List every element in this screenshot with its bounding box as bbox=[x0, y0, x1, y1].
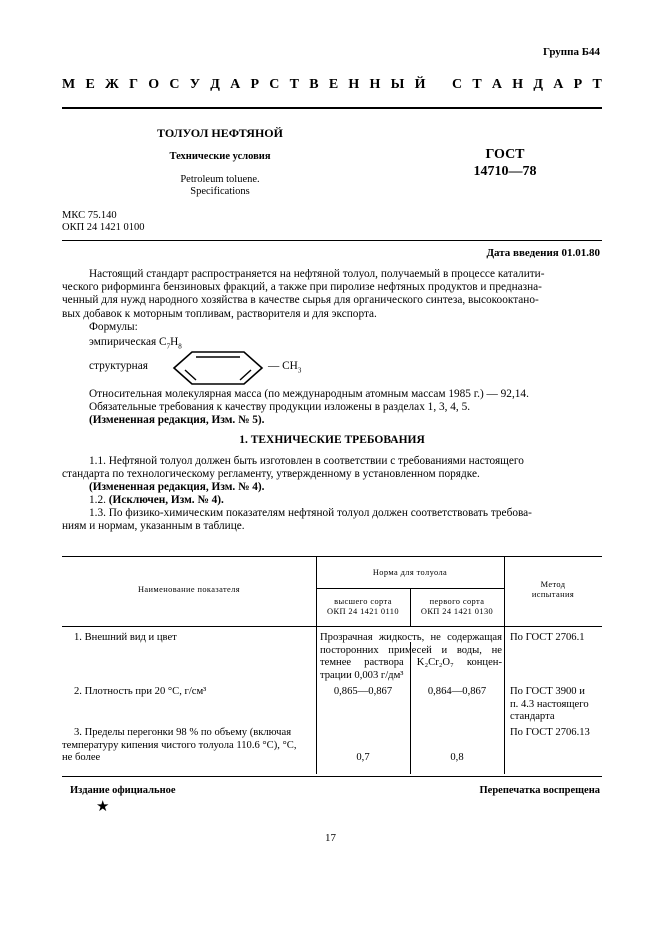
header-first-okp: ОКП 24 1421 0130 bbox=[420, 607, 494, 616]
hydrogen-symbol: H bbox=[170, 336, 179, 348]
parameter-line: не более bbox=[62, 752, 101, 764]
reprint-prohibited: Перепечатка воспрещена bbox=[479, 785, 600, 796]
okp-code: ОКП 24 1421 0100 bbox=[62, 222, 145, 233]
requirements-table bbox=[62, 556, 602, 774]
clause-1-3 bbox=[62, 507, 602, 533]
molecular-mass: Относительная молекулярная масса (по международным атомным массам 1985 г.) — 92,14. bbox=[89, 388, 529, 400]
banner-letter: А bbox=[491, 77, 503, 92]
empirical-formula bbox=[89, 336, 182, 349]
table-top-rule bbox=[62, 556, 602, 557]
row-2-first-grade: 0,864—0,867 bbox=[427, 686, 487, 697]
clause-line: стандарта по технологическому регламенту, утвержденному в установленном порядке. bbox=[62, 468, 480, 481]
banner-letter: А bbox=[230, 77, 241, 92]
banner-letter: Н bbox=[348, 77, 360, 92]
banner-letter: Г bbox=[129, 77, 139, 92]
row-2-parameter: 2. Плотность при 20 °С, г/см³ bbox=[74, 686, 207, 697]
date-rule bbox=[62, 240, 602, 241]
intro-date-label: Дата введения bbox=[486, 247, 559, 259]
gost-label: ГОСТ bbox=[485, 147, 525, 162]
structural-label: структурная bbox=[89, 360, 148, 372]
banner-letter: Р bbox=[250, 77, 260, 92]
banner-letter: У bbox=[189, 77, 201, 92]
official-edition: Издание официальное bbox=[70, 785, 176, 796]
norm-line: Прозрачная жидкость, не содержащая bbox=[320, 632, 502, 643]
banner-letter: Д bbox=[210, 77, 220, 92]
clause-1-2 bbox=[89, 494, 224, 507]
header-rule bbox=[62, 107, 602, 109]
clause-line: 1.3. По физико-химическим показателям нефтяной толуол должен соответствовать требова- bbox=[89, 507, 532, 519]
methyl-group bbox=[268, 360, 301, 373]
banner-letter bbox=[436, 77, 442, 95]
norm-line: посторонних примесей и воды, не bbox=[320, 644, 502, 656]
method-line: По ГОСТ 3900 и bbox=[510, 686, 585, 697]
banner-letter: Ж bbox=[105, 77, 119, 92]
banner-letter: Н bbox=[369, 77, 381, 92]
banner-letter: С bbox=[269, 77, 280, 92]
row-1-norm bbox=[320, 632, 502, 682]
revision-note: (Измененная редакция, Изм. № 5). bbox=[89, 414, 265, 426]
row-3-method: По ГОСТ 2706.13 bbox=[510, 727, 590, 738]
intro-line: ченный для нужд народного хозяйства в качестве сырья для органического синтеза, высокооктано- bbox=[62, 294, 539, 307]
star-icon: ★ bbox=[96, 799, 110, 815]
clause-line: 1.1. Нефтяной толуол должен быть изготовлен в соответствии с требованиями настоящего bbox=[89, 455, 524, 467]
row-1-parameter: 1. Внешний вид и цвет bbox=[74, 632, 177, 643]
method-line: стандарта bbox=[510, 711, 555, 723]
formulas-label: Формулы: bbox=[89, 321, 138, 333]
methyl-label: — CH bbox=[268, 360, 298, 372]
header-method-2: испытания bbox=[531, 590, 575, 599]
hydrogen-count: 8 bbox=[178, 342, 182, 351]
clause-excluded: (Исключен, Изм. № 4). bbox=[108, 494, 224, 506]
table-column-rule bbox=[316, 556, 317, 774]
intro-paragraph bbox=[62, 268, 602, 321]
clause-1-1 bbox=[62, 455, 602, 481]
english-title: Petroleum toluene. bbox=[180, 174, 260, 185]
mandatory-requirements: Обязательные требования к качеству продукции изложены в разделах 1, 3, 4, 5. bbox=[89, 401, 471, 413]
intro-line: вых добавок к моторным топливам, растворителя и для экспорта. bbox=[62, 307, 377, 320]
row-2-method bbox=[510, 686, 598, 724]
benzene-ring-icon bbox=[172, 350, 264, 386]
row-3-parameter bbox=[62, 727, 314, 765]
banner-letter: Т bbox=[289, 77, 299, 92]
mks-code: МКС 75.140 bbox=[62, 210, 117, 221]
document-title: ТОЛУОЛ НЕФТЯНОЙ bbox=[157, 126, 283, 140]
banner-letter: Д bbox=[533, 77, 544, 92]
header-method: Метод bbox=[540, 580, 566, 589]
row-2-top-grade: 0,865—0,867 bbox=[333, 686, 393, 697]
parameter-line: 3. Пределы перегонки 98 % по объему (включая bbox=[74, 727, 292, 738]
banner-letter: С bbox=[169, 77, 180, 92]
table-header-rule bbox=[62, 626, 602, 627]
header-top-okp: ОКП 24 1421 0110 bbox=[327, 607, 399, 616]
english-subtitle: Specifications bbox=[190, 186, 250, 197]
norm-line: трации 0,003 г/дм³ bbox=[320, 669, 404, 681]
header-norm: Норма для толуола bbox=[372, 568, 448, 577]
group-label: Группа Б44 bbox=[543, 46, 600, 58]
row-3-top-grade: 0,7 bbox=[356, 752, 370, 763]
banner-letter: Т bbox=[472, 77, 482, 92]
banner-letter: Р bbox=[573, 77, 583, 92]
banner-letter: М bbox=[62, 77, 76, 92]
section-heading: 1. ТЕХНИЧЕСКИЕ ТРЕБОВАНИЯ bbox=[239, 434, 425, 446]
intro-date-value: 01.01.80 bbox=[561, 247, 600, 259]
banner-letter: Ы bbox=[390, 77, 405, 92]
methyl-count: 3 bbox=[297, 366, 302, 375]
parameter-line: температуру кипения чистого толуола 110.6 °С), °С, bbox=[62, 739, 297, 751]
banner-letter: Т bbox=[592, 77, 602, 92]
header-top-grade: высшего сорта bbox=[334, 597, 392, 606]
row-1-method: По ГОСТ 2706.1 bbox=[510, 632, 585, 643]
clause-line: ниям и нормам, указанным в таблице. bbox=[62, 520, 245, 533]
banner-letter: Й bbox=[414, 77, 426, 92]
header-parameter: Наименование показателя bbox=[137, 585, 240, 594]
banner-letter: Е bbox=[328, 77, 339, 92]
carbon-count: 7 bbox=[166, 342, 171, 351]
intro-date bbox=[380, 247, 600, 259]
footer-rule bbox=[62, 776, 602, 777]
intro-line: ческого риформинга бензиновых фракций, а также при пиролизе нефтяных продуктов и предназна- bbox=[62, 281, 542, 294]
norm-line: темнее раствора K₂Cr₂O₇ концен- bbox=[320, 657, 502, 669]
intro-line: Настоящий стандарт распространяется на нефтяной толуол, получаемый в процессе каталити- bbox=[89, 268, 545, 280]
banner-letter: С bbox=[451, 77, 463, 92]
document-subtitle: Технические условия bbox=[169, 151, 271, 162]
banner-letter: Е bbox=[85, 77, 95, 92]
page-number: 17 bbox=[325, 832, 336, 844]
standard-banner bbox=[62, 77, 602, 95]
gost-number: 14710—78 bbox=[473, 164, 537, 179]
banner-letter: В bbox=[309, 77, 319, 92]
clause-1-1-revision: (Измененная редакция, Изм. № 4). bbox=[89, 481, 265, 493]
clause-number: 1.2. bbox=[89, 494, 106, 506]
header-first-grade: первого сорта bbox=[429, 597, 485, 606]
row-3-first-grade: 0,8 bbox=[450, 752, 464, 763]
banner-letter: А bbox=[553, 77, 564, 92]
banner-letter: Н bbox=[512, 77, 524, 92]
empirical-label: эмпирическая C bbox=[89, 336, 167, 348]
method-line: п. 4.3 настоящего bbox=[510, 698, 589, 710]
banner-letter: О bbox=[148, 77, 160, 92]
